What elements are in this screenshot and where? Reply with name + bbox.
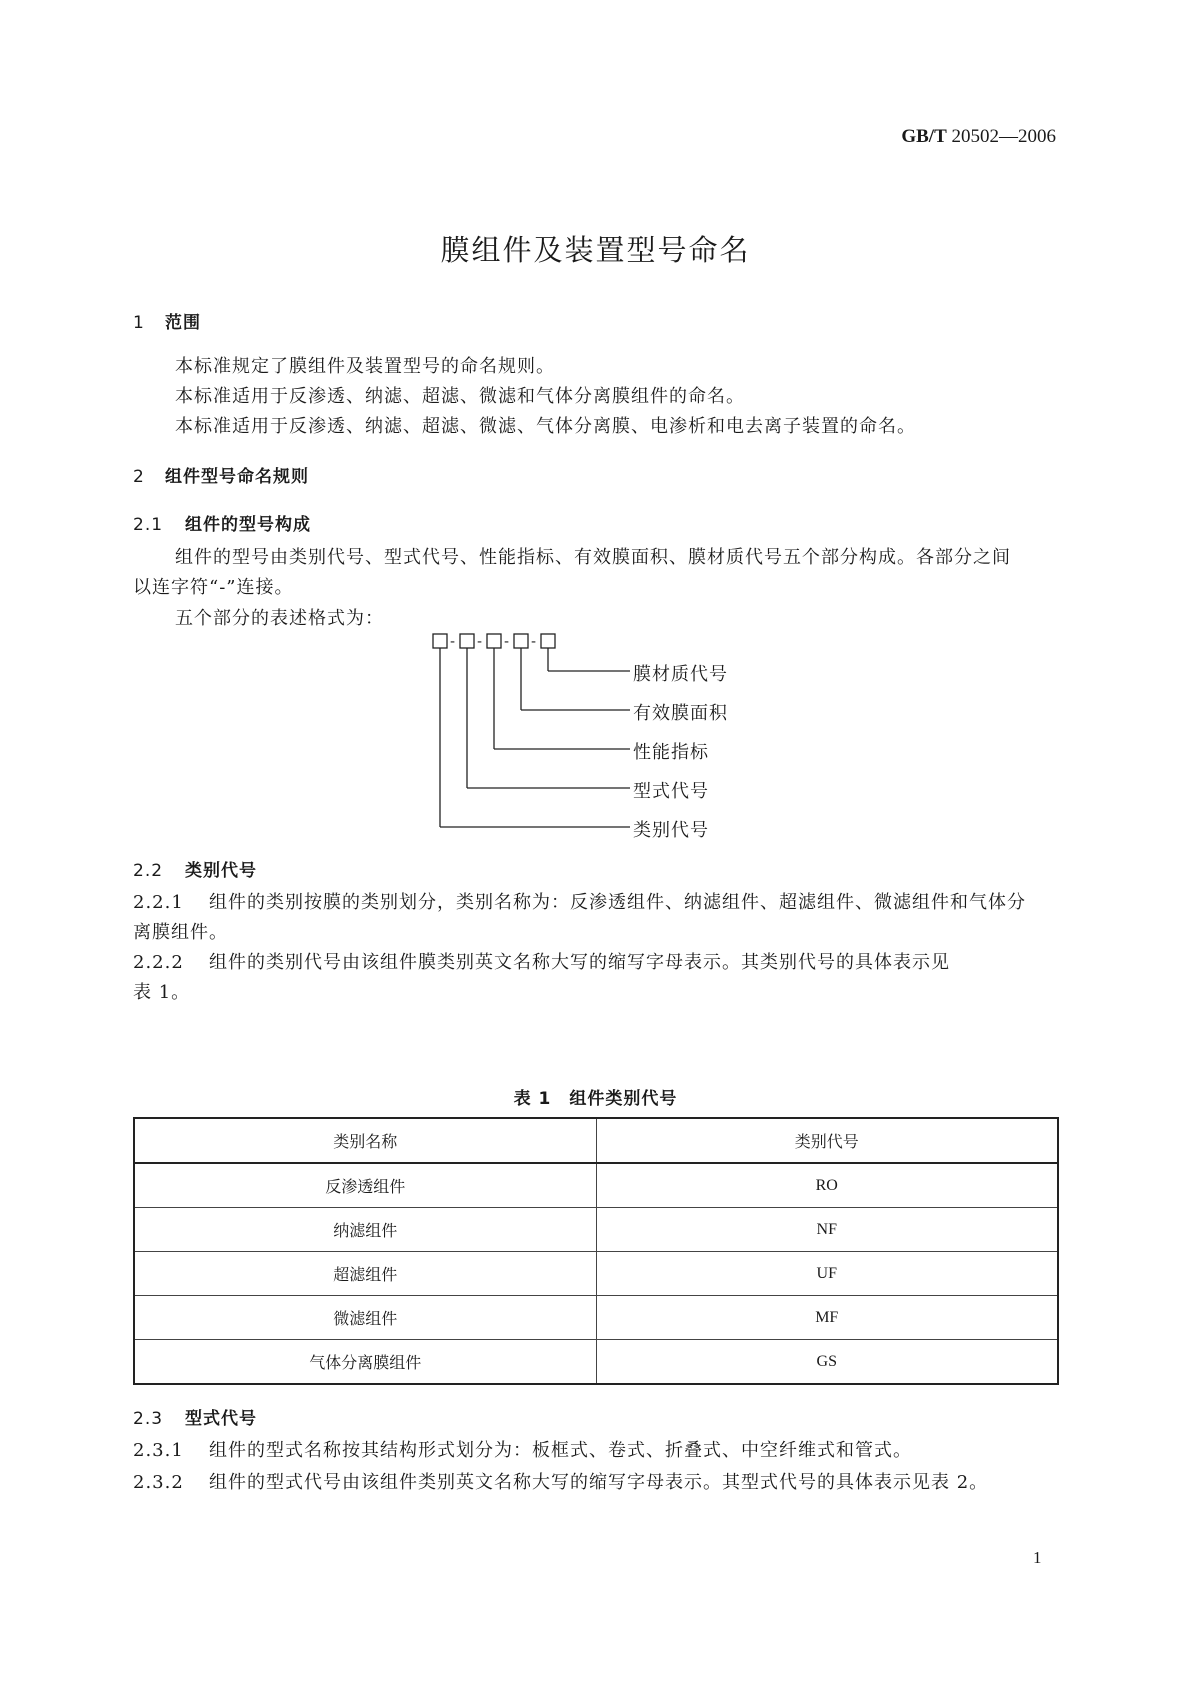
code-box-area: [514, 634, 528, 648]
section-2-2-heading: [133, 856, 257, 881]
table-row: [134, 1163, 1058, 1208]
category-code: UF: [596, 1252, 1058, 1296]
table-row: [134, 1252, 1058, 1296]
paragraph: 本标准适用于反渗透、纳滤、超滤、微滤和气体分离膜组件的命名。: [175, 386, 745, 407]
clause-text: 组件的型式代号由该组件类别英文名称大写的缩写字母表示。其型式代号的具体表示见表 2。: [209, 1472, 989, 1493]
diagram-label-category: 类别代号: [633, 820, 709, 841]
category-code-table: [133, 1117, 1059, 1385]
section-title: 类别代号: [185, 861, 257, 881]
category-name: 微滤组件: [134, 1296, 596, 1340]
table-header-row: [134, 1118, 1058, 1163]
code-box-material: [541, 634, 555, 648]
clause-number: 2.3.1: [133, 1440, 184, 1461]
clause-2-2-2: [133, 948, 950, 974]
section-number: 2.3: [133, 1409, 164, 1429]
paragraph-continuation: 以连字符“-”连接。: [133, 577, 294, 598]
code-box-category: [433, 634, 447, 648]
category-code: GS: [596, 1340, 1058, 1385]
category-code: RO: [596, 1163, 1058, 1208]
paragraph: 五个部分的表述格式为：: [175, 608, 384, 629]
paragraph: 本标准适用于反渗透、纳滤、超滤、微滤、气体分离膜、电渗析和电去离子装置的命名。: [175, 416, 916, 437]
clause-number: 2.2.1: [133, 892, 184, 913]
diagram-label-performance: 性能指标: [633, 742, 709, 763]
standard-prefix: GB/T: [901, 126, 947, 147]
clause-2-3-1: [133, 1436, 912, 1462]
code-box-type: [460, 634, 474, 648]
category-name: 纳滤组件: [134, 1208, 596, 1252]
section-number: 2: [133, 467, 145, 487]
paragraph: 组件的型号由类别代号、型式代号、性能指标、有效膜面积、膜材质代号五个部分构成。各部分之间: [175, 547, 1011, 568]
section-title: 组件型号命名规则: [165, 467, 309, 487]
table-row: [134, 1296, 1058, 1340]
clause-2-2-1: [133, 888, 1026, 914]
category-name: 超滤组件: [134, 1252, 596, 1296]
clause-2-3-2: [133, 1468, 988, 1494]
paragraph: 本标准规定了膜组件及装置型号的命名规则。: [175, 356, 555, 377]
separator: -: [477, 634, 483, 650]
category-name: 气体分离膜组件: [134, 1340, 596, 1385]
section-1-heading: [133, 308, 201, 333]
category-name: 反渗透组件: [134, 1163, 596, 1208]
section-2-1-heading: [133, 510, 311, 535]
section-number: 2.1: [133, 515, 164, 535]
table-caption: 表 1 组件类别代号: [513, 1089, 678, 1109]
page-number: 1: [1033, 1548, 1042, 1567]
section-number: 2.2: [133, 861, 164, 881]
category-code: NF: [596, 1208, 1058, 1252]
separator: -: [504, 634, 510, 650]
section-number: 1: [133, 313, 145, 333]
clause-text: 组件的类别代号由该组件膜类别英文名称大写的缩写字母表示。其类别代号的具体表示见: [209, 952, 950, 973]
clause-text: 组件的类别按膜的类别划分，类别名称为：反渗透组件、纳滤组件、超滤组件、微滤组件和气体分: [209, 892, 1026, 913]
column-header-code: 类别代号: [596, 1118, 1058, 1163]
column-header-name: 类别名称: [134, 1118, 596, 1163]
separator: -: [531, 634, 537, 650]
standard-code: [901, 126, 1056, 148]
diagram-label-area: 有效膜面积: [633, 703, 728, 724]
section-title: 组件的型号构成: [185, 515, 311, 535]
diagram-label-type: 型式代号: [633, 781, 709, 802]
table-row: [134, 1208, 1058, 1252]
diagram-label-material: 膜材质代号: [633, 664, 728, 685]
section-2-3-heading: [133, 1404, 257, 1429]
code-box-performance: [487, 634, 501, 648]
paragraph-continuation: 表 1。: [133, 982, 191, 1003]
document-title: 膜组件及装置型号命名: [440, 233, 751, 267]
clause-number: 2.2.2: [133, 952, 184, 973]
standard-number: 20502—2006: [946, 126, 1056, 147]
paragraph-continuation: 离膜组件。: [133, 922, 228, 943]
section-2-heading: [133, 462, 309, 487]
clause-number: 2.3.2: [133, 1472, 184, 1493]
clause-text: 组件的型式名称按其结构形式划分为：板框式、卷式、折叠式、中空纤维式和管式。: [209, 1440, 912, 1461]
section-title: 范围: [165, 313, 201, 333]
separator: -: [450, 634, 456, 650]
category-code: MF: [596, 1296, 1058, 1340]
table-row: [134, 1340, 1058, 1385]
section-title: 型式代号: [185, 1409, 257, 1429]
